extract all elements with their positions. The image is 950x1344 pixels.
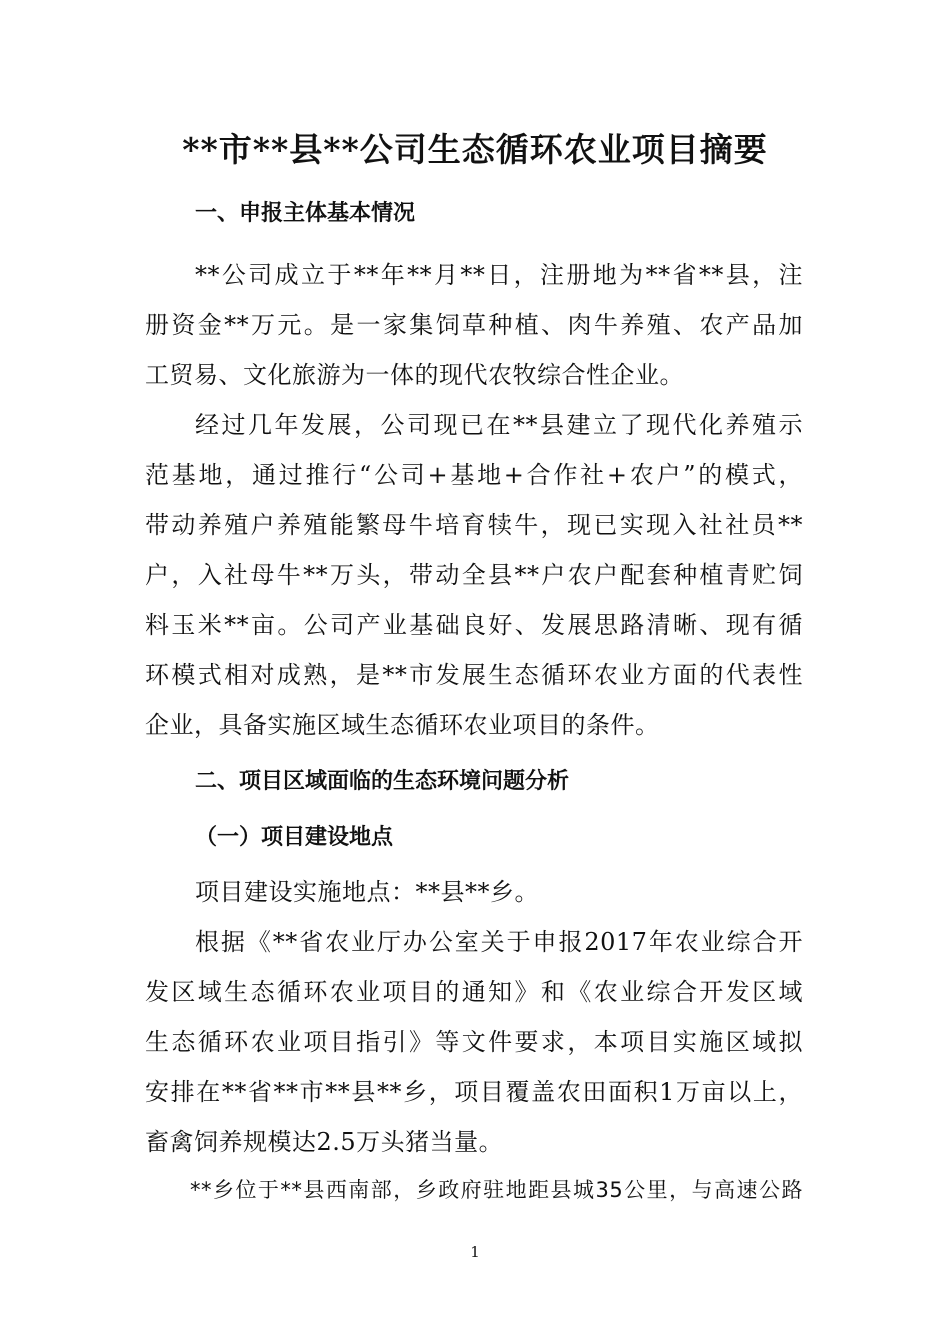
section-2-heading: 二、项目区域面临的生态环境问题分析 — [195, 769, 570, 794]
paragraph-line: 发区域生态循环农业项目的通知》和《农业综合开发区域 — [145, 978, 803, 1006]
section-1-heading: 一、申报主体基本情况 — [195, 201, 416, 226]
paragraph-line: 生态循环农业项目指引》等文件要求，本项目实施区域拟 — [145, 1028, 803, 1056]
paragraph-line: 畜禽饲养规模达2.5万头猪当量。 — [145, 1128, 504, 1156]
subsection-heading: （一）项目建设地点 — [195, 825, 394, 850]
paragraph-line: 环模式相对成熟，是**市发展生态循环农业方面的代表性 — [145, 661, 803, 689]
paragraph-line: 料玉米**亩。公司产业基础良好、发展思路清晰、现有循 — [145, 611, 803, 639]
paragraph-line: 范基地，通过推行“公司+基地+合作社+农户”的模式， — [145, 461, 803, 489]
document-title: **市**县**公司生态循环农业项目摘要 — [182, 130, 768, 169]
paragraph-line: 带动养殖户养殖能繁母牛培育犊牛，现已实现入社社员** — [145, 511, 803, 539]
paragraph-line: 根据《**省农业厅办公室关于申报2017年农业综合开 — [195, 928, 803, 956]
paragraph-line: 企业，具备实施区域生态循环农业项目的条件。 — [145, 711, 660, 739]
paragraph-line: 册资金**万元。是一家集饲草种植、肉牛养殖、农产品加 — [145, 311, 803, 339]
paragraph-line: **公司成立于**年**月**日，注册地为**省**县，注 — [195, 261, 803, 289]
paragraph-line: 安排在**省**市**县**乡，项目覆盖农田面积1万亩以上， — [145, 1078, 803, 1106]
paragraph-line: 经过几年发展，公司现已在**县建立了现代化养殖示 — [195, 411, 803, 439]
paragraph-line: **乡位于**县西南部，乡政府驻地距县城35公里，与高速公路 — [190, 1178, 803, 1202]
page-number: 1 — [470, 1243, 480, 1261]
paragraph-line: 工贸易、文化旅游为一体的现代农牧综合性企业。 — [145, 361, 684, 389]
paragraph-line: 项目建设实施地点：**县**乡。 — [195, 878, 539, 906]
paragraph-line: 户，入社母牛**万头，带动全县**户农户配套种植青贮饲 — [145, 561, 803, 589]
